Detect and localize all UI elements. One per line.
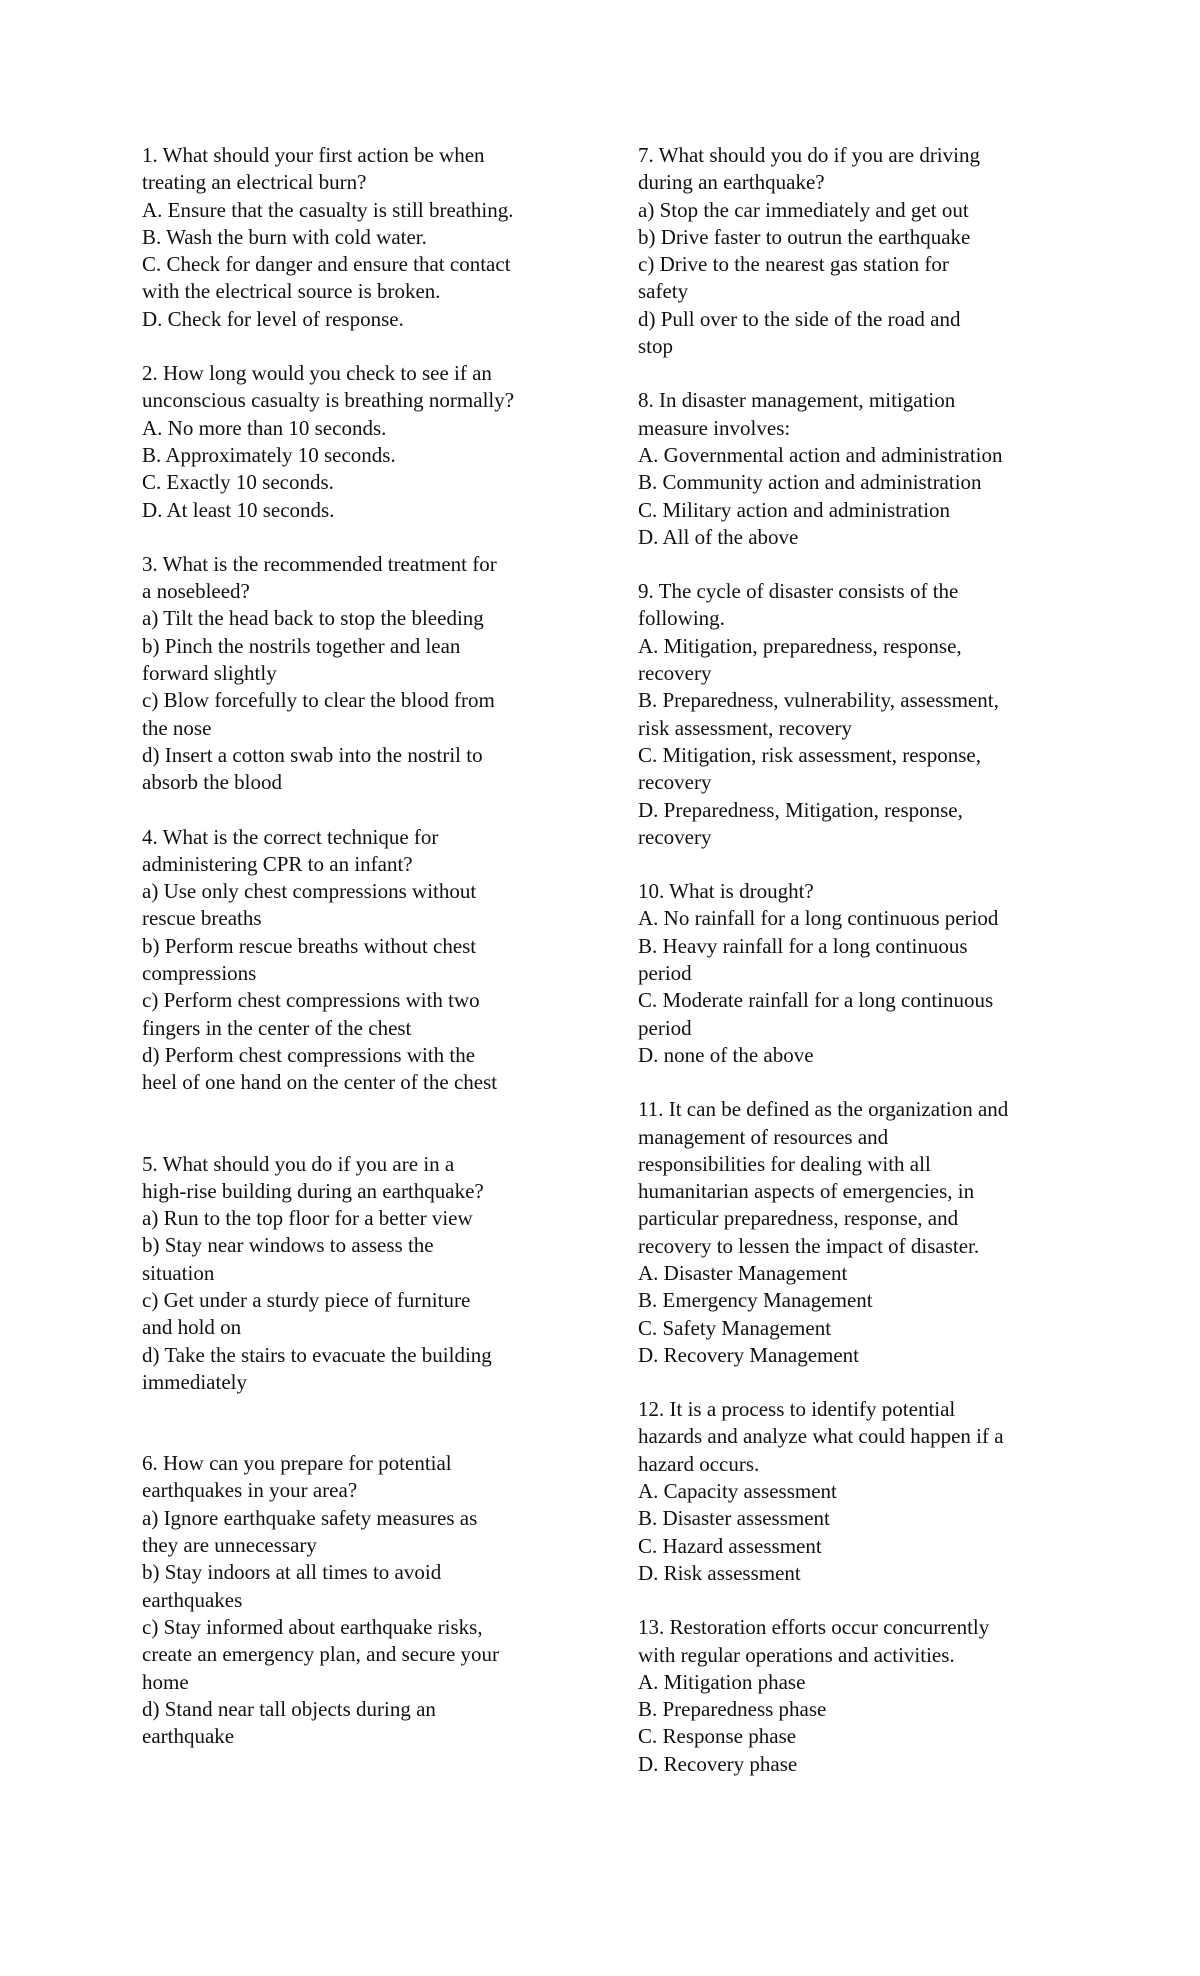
question-line: D. At least 10 seconds. — [142, 497, 335, 522]
question-line: B. Preparedness, vulnerability, assessment, — [638, 688, 999, 713]
question-line: the nose — [142, 715, 212, 740]
question-line: hazards and analyze what could happen if a — [638, 1424, 1004, 1449]
question-line: they are unnecessary — [142, 1533, 317, 1558]
question-line: c) Blow forcefully to clear the blood from — [142, 688, 495, 713]
question-10 — [638, 878, 1070, 1069]
question-line: home — [142, 1669, 189, 1694]
question-text: 4. What is the correct technique for — [142, 824, 439, 849]
question-6 — [142, 1450, 582, 1750]
left-column — [142, 142, 582, 1750]
question-line: immediately — [142, 1369, 247, 1394]
question-line: a) Run to the top floor for a better view — [142, 1206, 473, 1231]
question-line: forward slightly — [142, 661, 277, 686]
question-line: high-rise building during an earthquake? — [142, 1178, 484, 1203]
question-line: C. Mitigation, risk assessment, response, — [638, 742, 981, 767]
question-line: earthquakes in your area? — [142, 1478, 358, 1503]
right-column — [638, 142, 1070, 1778]
question-line: D. none of the above — [638, 1042, 814, 1067]
question-2 — [142, 360, 582, 524]
question-line: situation — [142, 1260, 215, 1285]
question-line: recovery — [638, 770, 712, 795]
question-line: following. — [638, 606, 725, 631]
question-8 — [638, 387, 1070, 551]
question-line: b) Stay near windows to assess the — [142, 1233, 434, 1258]
question-text: 5. What should you do if you are in a — [142, 1151, 455, 1176]
question-line: a) Tilt the head back to stop the bleeding — [142, 606, 484, 631]
question-line: period — [638, 1015, 692, 1040]
question-text: 9. The cycle of disaster consists of the — [638, 579, 959, 604]
question-line: B. Emergency Management — [638, 1288, 873, 1313]
question-1 — [142, 142, 582, 333]
question-9 — [638, 578, 1070, 851]
question-line: A. Mitigation phase — [638, 1669, 806, 1694]
question-5 — [142, 1151, 582, 1397]
question-line: A. Governmental action and administration — [638, 442, 1003, 467]
question-line: earthquake — [142, 1724, 235, 1749]
question-line: humanitarian aspects of emergencies, in — [638, 1179, 975, 1204]
question-line: B. Preparedness phase — [638, 1697, 827, 1722]
question-line: C. Moderate rainfall for a long continuous — [638, 988, 994, 1013]
question-line: with regular operations and activities. — [638, 1642, 955, 1667]
question-11 — [638, 1096, 1070, 1369]
question-text: 2. How long would you check to see if an — [142, 361, 492, 386]
question-line: A. Capacity assessment — [638, 1479, 837, 1504]
question-text: 6. How can you prepare for potential — [142, 1451, 452, 1476]
question-line: risk assessment, recovery — [638, 715, 853, 740]
question-text: 10. What is drought? — [638, 879, 814, 904]
question-line: period — [638, 961, 692, 986]
question-line: c) Stay informed about earthquake risks, — [142, 1614, 483, 1639]
question-text: 11. It can be defined as the organization and — [638, 1097, 1009, 1122]
question-line: compressions — [142, 961, 257, 986]
question-line: c) Get under a sturdy piece of furniture — [142, 1287, 471, 1312]
question-line: C. Exactly 10 seconds. — [142, 470, 334, 495]
question-line: hazard occurs. — [638, 1451, 760, 1476]
question-line: D. Recovery Management — [638, 1342, 860, 1367]
question-line: responsibilities for dealing with all — [638, 1151, 931, 1176]
question-line: A. Disaster Management — [638, 1260, 848, 1285]
question-line: a nosebleed? — [142, 579, 250, 604]
question-line: B. Disaster assessment — [638, 1506, 830, 1531]
question-line: C. Response phase — [638, 1724, 797, 1749]
question-text: 1. What should your first action be when — [142, 143, 485, 167]
question-line: A. No rainfall for a long continuous period — [638, 906, 999, 931]
question-line: b) Stay indoors at all times to avoid — [142, 1560, 442, 1585]
question-line: C. Hazard assessment — [638, 1533, 822, 1558]
question-line: heel of one hand on the center of the chest — [142, 1070, 498, 1095]
question-line: D. Risk assessment — [638, 1560, 801, 1585]
question-line: measure involves: — [638, 415, 791, 440]
question-line: d) Stand near tall objects during an — [142, 1696, 436, 1721]
question-line: stop — [638, 334, 674, 359]
question-line: create an emergency plan, and secure your — [142, 1642, 500, 1667]
question-line: d) Take the stairs to evacuate the building — [142, 1342, 492, 1367]
question-line: recovery — [638, 661, 712, 686]
question-13 — [638, 1614, 1070, 1778]
question-text: 13. Restoration efforts occur concurrently — [638, 1615, 990, 1640]
question-line: D. Recovery phase — [638, 1751, 798, 1776]
question-line: administering CPR to an infant? — [142, 851, 413, 876]
question-line: D. Preparedness, Mitigation, response, — [638, 797, 963, 822]
question-line: d) Insert a cotton swab into the nostril to — [142, 742, 483, 767]
question-line: d) Pull over to the side of the road and — [638, 306, 961, 331]
question-line: C. Military action and administration — [638, 497, 951, 522]
question-text: 12. It is a process to identify potential — [638, 1397, 956, 1422]
question-4 — [142, 824, 582, 1097]
question-line: C. Check for danger and ensure that contact — [142, 252, 511, 277]
question-line: management of resources and — [638, 1124, 889, 1149]
question-line: fingers in the center of the chest — [142, 1015, 412, 1040]
question-line: a) Use only chest compressions without — [142, 879, 477, 904]
question-7 — [638, 142, 1070, 360]
question-line: D. Check for level of response. — [142, 306, 404, 331]
question-line: b) Perform rescue breaths without chest — [142, 933, 477, 958]
question-line: safety — [638, 279, 689, 304]
question-line: treating an electrical burn? — [142, 170, 367, 195]
question-line: c) Drive to the nearest gas station for — [638, 252, 949, 277]
question-line: a) Stop the car immediately and get out — [638, 197, 969, 222]
question-text: 8. In disaster management, mitigation — [638, 388, 956, 413]
question-line: absorb the blood — [142, 770, 282, 795]
question-text: 3. What is the recommended treatment for — [142, 551, 497, 576]
question-line: earthquakes — [142, 1587, 243, 1612]
question-line: b) Pinch the nostrils together and lean — [142, 633, 461, 658]
question-line: during an earthquake? — [638, 170, 825, 195]
question-line: B. Approximately 10 seconds. — [142, 442, 396, 467]
question-line: d) Perform chest compressions with the — [142, 1042, 476, 1067]
question-line: C. Safety Management — [638, 1315, 832, 1340]
question-line: particular preparedness, response, and — [638, 1206, 959, 1231]
question-line: c) Perform chest compressions with two — [142, 988, 480, 1013]
question-line: A. Ensure that the casualty is still breathing. — [142, 197, 514, 222]
question-line: A. No more than 10 seconds. — [142, 415, 387, 440]
question-line: B. Wash the burn with cold water. — [142, 224, 427, 249]
question-line: and hold on — [142, 1315, 242, 1340]
question-12 — [638, 1396, 1070, 1587]
question-line: recovery — [638, 824, 712, 849]
question-line: unconscious casualty is breathing normally? — [142, 388, 515, 413]
question-3 — [142, 551, 582, 797]
question-line: a) Ignore earthquake safety measures as — [142, 1505, 478, 1530]
question-line: D. All of the above — [638, 524, 799, 549]
question-line: recovery to lessen the impact of disaster. — [638, 1233, 980, 1258]
question-text: 7. What should you do if you are driving — [638, 143, 980, 167]
question-line: with the electrical source is broken. — [142, 279, 441, 304]
question-line: A. Mitigation, preparedness, response, — [638, 633, 962, 658]
question-line: B. Heavy rainfall for a long continuous — [638, 933, 968, 958]
question-line: b) Drive faster to outrun the earthquake — [638, 224, 971, 249]
question-line: B. Community action and administration — [638, 470, 982, 495]
question-line: rescue breaths — [142, 906, 262, 931]
